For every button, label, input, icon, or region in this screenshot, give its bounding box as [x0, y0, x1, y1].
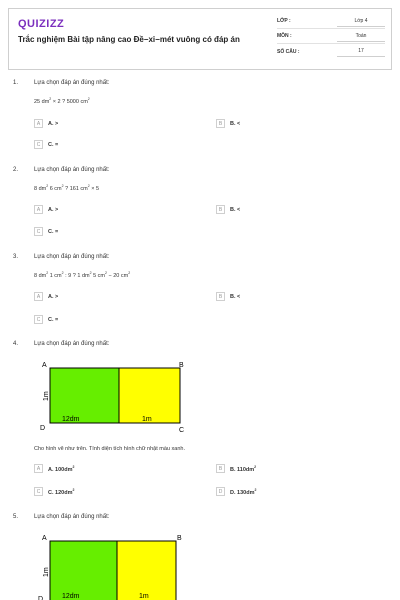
- option-letter-box: B: [216, 119, 225, 128]
- option-letter-box: D: [216, 487, 225, 496]
- question-number: 2.: [13, 167, 19, 173]
- meta-key-class: LỚP :: [277, 18, 291, 24]
- option-c[interactable]: [34, 486, 74, 497]
- option-label: A. >: [48, 293, 59, 300]
- rectangle-figure: [36, 531, 196, 600]
- meta-row-class: [277, 14, 385, 29]
- option-c[interactable]: [34, 314, 58, 325]
- meta-value-count: 17: [337, 46, 385, 57]
- option-label: C. =: [48, 141, 59, 148]
- meta-row-subject: [277, 29, 385, 44]
- vertex-a: A: [42, 535, 47, 542]
- vertex-b: B: [177, 535, 182, 542]
- yellow-width-label: 1m: [142, 416, 152, 423]
- green-rectangle: [50, 368, 119, 423]
- question-expression: 25 $dm^2 \times 2$ ? 5000 $cm^2$: [34, 97, 90, 105]
- worksheet-meta: [277, 14, 385, 59]
- yellow-rectangle: [117, 541, 176, 600]
- worksheet-header: [8, 8, 392, 70]
- side-label-left: 1m: [43, 567, 50, 577]
- vertex-d: D: [40, 425, 46, 432]
- vertex-d: D: [38, 596, 44, 600]
- green-width-label: 12dm: [62, 416, 80, 423]
- yellow-width-label: 1m: [139, 593, 149, 600]
- meta-value-subject: Toán: [337, 31, 385, 42]
- green-width-label: 12dm: [62, 593, 80, 600]
- question-expression: 8 $dm^2$ 6 $cm^2$ ? 161 $cm^2 \times 5$: [34, 184, 100, 192]
- vertex-a: A: [42, 362, 47, 369]
- question-prompt: Lựa chọn đáp án đúng nhất:: [34, 341, 110, 347]
- vertex-c: C: [179, 427, 185, 434]
- question-expression: 8 $dm^2$ 1 $cm^2$ : 9 ? 1 $dm^2$ 5 $cm^2 - 20$ $cm^2$: [34, 271, 131, 279]
- option-label: B. $110dm^2$: [230, 464, 257, 473]
- question-prompt: Lựa chọn đáp án đúng nhất:: [34, 80, 110, 86]
- option-letter-box: B: [216, 205, 225, 214]
- option-a[interactable]: [34, 463, 74, 474]
- option-letter-box: A: [34, 205, 43, 214]
- question-number: 3.: [13, 254, 19, 260]
- option-label: B. <: [230, 293, 241, 300]
- option-a[interactable]: [34, 118, 58, 129]
- option-label: D. $130dm^2$: [230, 487, 257, 496]
- meta-key-subject: MÔN :: [277, 33, 292, 39]
- option-b[interactable]: [216, 291, 240, 302]
- option-a[interactable]: [34, 291, 58, 302]
- option-letter-box: C: [34, 315, 43, 324]
- option-c[interactable]: [34, 226, 58, 237]
- meta-key-count: SỐ CÂU :: [277, 48, 300, 55]
- option-letter-box: C: [34, 487, 43, 496]
- option-a[interactable]: [34, 204, 58, 215]
- question-number: 5.: [13, 514, 19, 520]
- question-prompt: Lựa chọn đáp án đúng nhất:: [34, 514, 110, 520]
- option-letter-box: B: [216, 464, 225, 473]
- option-label: A. >: [48, 206, 59, 213]
- option-letter-box: B: [216, 292, 225, 301]
- question-prompt: Lựa chọn đáp án đúng nhất:: [34, 254, 110, 260]
- side-label-left: 1m: [43, 391, 50, 401]
- question-prompt: Lựa chọn đáp án đúng nhất:: [34, 167, 110, 173]
- question-number: 1.: [13, 80, 19, 86]
- option-letter-box: C: [34, 227, 43, 236]
- option-b[interactable]: [216, 204, 240, 215]
- option-label: C. =: [48, 228, 59, 235]
- green-rectangle: [50, 541, 117, 600]
- option-letter-box: A: [34, 292, 43, 301]
- option-label: C. =: [48, 316, 59, 323]
- option-label: B. <: [230, 120, 241, 127]
- question-note: Cho hình vẽ như trên. Tính diện tích hình chữ nhật màu xanh.: [34, 446, 185, 452]
- worksheet-title: Trắc nghiệm Bài tập nâng cao Đề−xi−mét vuông có đáp án: [18, 35, 240, 44]
- option-label: A. $100dm^2$: [48, 464, 75, 473]
- option-letter-box: C: [34, 140, 43, 149]
- option-letter-box: A: [34, 119, 43, 128]
- option-b[interactable]: [216, 463, 256, 474]
- option-label: B. <: [230, 206, 241, 213]
- vertex-b: B: [179, 362, 184, 369]
- option-d[interactable]: [216, 486, 256, 497]
- quizizz-logo: QUIZIZZ: [18, 18, 65, 30]
- option-c[interactable]: [34, 139, 58, 150]
- option-b[interactable]: [216, 118, 240, 129]
- option-letter-box: A: [34, 464, 43, 473]
- meta-value-class: Lớp 4: [337, 16, 385, 27]
- rectangle-figure: [36, 359, 196, 434]
- option-label: A. >: [48, 120, 59, 127]
- yellow-rectangle: [119, 368, 180, 423]
- question-number: 4.: [13, 341, 19, 347]
- meta-row-count: [277, 44, 385, 59]
- option-label: C. $120dm^2$: [48, 487, 75, 496]
